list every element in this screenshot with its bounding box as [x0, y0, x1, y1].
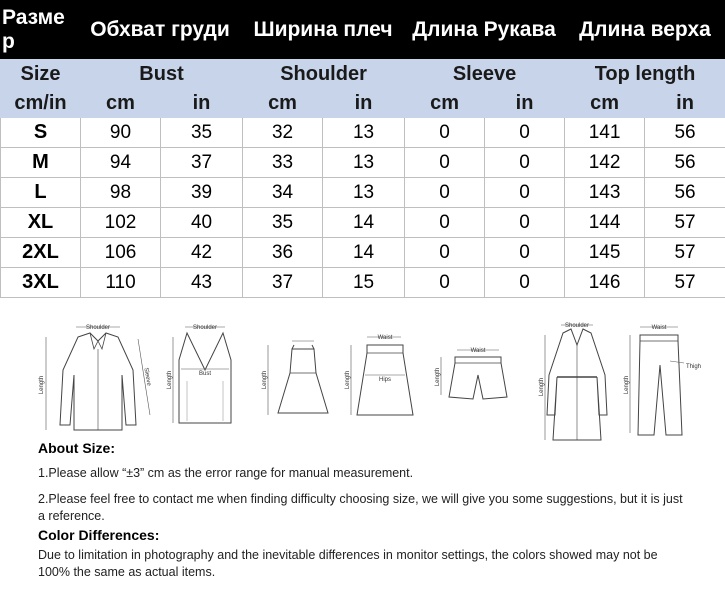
unit-sleeve-in: in	[485, 89, 565, 118]
sleeve-label: Sleeve	[142, 367, 152, 387]
table-cell: 0	[405, 148, 485, 178]
shoulder-label: Shoulder	[85, 325, 111, 331]
length-label: Length	[345, 370, 351, 390]
note-2: 2.Please feel free to contact me when finding difficulty choosing size, we will give you some suggestions, but it is just a reference.	[38, 492, 683, 523]
table-cell: 36	[243, 238, 323, 268]
header-size: Size	[1, 60, 81, 89]
dress-diagram	[262, 315, 337, 445]
table-cell: 144	[565, 208, 645, 238]
table-cell: 35	[161, 118, 243, 148]
shorts-diagram	[435, 315, 520, 445]
note-1: 1.Please allow “±3” cm as the error range for manual measurement.	[38, 466, 414, 480]
table-cell: 13	[323, 148, 405, 178]
pants-diagram	[620, 315, 720, 445]
table-cell: 0	[405, 208, 485, 238]
table-cell: 0	[405, 118, 485, 148]
table-cell: 43	[161, 268, 243, 298]
table-row	[1, 178, 725, 208]
table-cell: 56	[645, 178, 725, 208]
about-size-heading: About Size:	[38, 440, 115, 456]
table-cell: 37	[243, 268, 323, 298]
table-cell: 0	[485, 268, 565, 298]
unit-length-in: in	[645, 89, 725, 118]
size-label: 3XL	[1, 268, 81, 298]
table-cell: 56	[645, 148, 725, 178]
length-label: Length	[167, 370, 173, 390]
table-cell: 35	[243, 208, 323, 238]
blouse-diagram	[38, 315, 152, 445]
header-bust-ru: Обхват груди	[90, 17, 230, 41]
table-cell: 94	[81, 148, 161, 178]
table-cell: 0	[485, 178, 565, 208]
waist-label: Waist	[377, 335, 393, 341]
table-cell: 90	[81, 118, 161, 148]
unit-shoulder-cm: cm	[243, 89, 323, 118]
table-row	[1, 148, 725, 178]
unit-shoulder-in: in	[323, 89, 405, 118]
table-cell: 57	[645, 238, 725, 268]
measurement-diagrams	[0, 315, 725, 440]
shoulder-label: Shoulder	[192, 325, 218, 331]
table-row	[1, 238, 725, 268]
length-label: Length	[262, 370, 268, 390]
table-cell: 57	[645, 268, 725, 298]
length-label: Length	[624, 375, 630, 395]
header-length-ru: Длина верха	[579, 17, 711, 41]
length-label: Length	[539, 377, 545, 397]
size-table	[0, 59, 725, 298]
table-cell: 40	[161, 208, 243, 238]
table-cell: 0	[405, 238, 485, 268]
russian-header-band	[0, 0, 725, 59]
coat-diagram	[535, 315, 615, 445]
color-note: Due to limitation in photography and the inevitable differences in monitor settings, the colors showed may not be 100% the same as actual items.	[38, 548, 658, 579]
unit-length-cm: cm	[565, 89, 645, 118]
table-cell: 15	[323, 268, 405, 298]
header-top-length: Top length	[565, 60, 725, 89]
table-cell: 145	[565, 238, 645, 268]
table-row	[1, 118, 725, 148]
table-cell: 102	[81, 208, 161, 238]
header-row-groups	[1, 60, 725, 89]
size-label: L	[1, 178, 81, 208]
table-cell: 57	[645, 208, 725, 238]
table-cell: 13	[323, 178, 405, 208]
color-differences-heading: Color Differences:	[38, 527, 160, 543]
table-cell: 37	[161, 148, 243, 178]
bust-label: Bust	[198, 371, 212, 377]
table-cell: 0	[405, 268, 485, 298]
table-cell: 34	[243, 178, 323, 208]
table-cell: 143	[565, 178, 645, 208]
table-cell: 0	[485, 238, 565, 268]
notes-section	[38, 440, 688, 581]
table-cell: 39	[161, 178, 243, 208]
unit-size: cm/in	[1, 89, 81, 118]
unit-bust-cm: cm	[81, 89, 161, 118]
size-label: 2XL	[1, 238, 81, 268]
table-cell: 110	[81, 268, 161, 298]
table-cell: 141	[565, 118, 645, 148]
size-label: M	[1, 148, 81, 178]
waist-label: Waist	[470, 348, 486, 354]
table-cell: 33	[243, 148, 323, 178]
header-bust: Bust	[81, 60, 243, 89]
unit-sleeve-cm: cm	[405, 89, 485, 118]
table-cell: 0	[485, 148, 565, 178]
table-cell: 13	[323, 118, 405, 148]
header-sleeve: Sleeve	[405, 60, 565, 89]
table-row	[1, 208, 725, 238]
table-cell: 32	[243, 118, 323, 148]
length-label: Length	[435, 367, 441, 387]
header-sleeve-ru: Длина Рукава	[412, 17, 556, 41]
table-row	[1, 268, 725, 298]
skirt-diagram	[345, 315, 420, 445]
table-cell: 146	[565, 268, 645, 298]
table-cell: 106	[81, 238, 161, 268]
table-cell: 98	[81, 178, 161, 208]
header-shoulder: Shoulder	[243, 60, 405, 89]
waist-label: Waist	[651, 325, 667, 331]
table-cell: 14	[323, 208, 405, 238]
table-cell: 0	[485, 118, 565, 148]
hips-label: Hips	[378, 377, 392, 383]
header-shoulder-ru: Ширина плеч	[253, 17, 393, 41]
length-label: Length	[39, 375, 45, 395]
table-cell: 0	[405, 178, 485, 208]
table-cell: 142	[565, 148, 645, 178]
thigh-label: Thigh	[686, 364, 702, 370]
unit-bust-in: in	[161, 89, 243, 118]
table-cell: 0	[485, 208, 565, 238]
table-cell: 42	[161, 238, 243, 268]
header-row-units	[1, 89, 725, 118]
shoulder-label: Shoulder	[564, 323, 590, 329]
size-label: S	[1, 118, 81, 148]
table-cell: 56	[645, 118, 725, 148]
table-cell: 14	[323, 238, 405, 268]
header-size-ru: Разме р	[2, 5, 65, 53]
size-label: XL	[1, 208, 81, 238]
camisole-diagram	[165, 315, 245, 445]
